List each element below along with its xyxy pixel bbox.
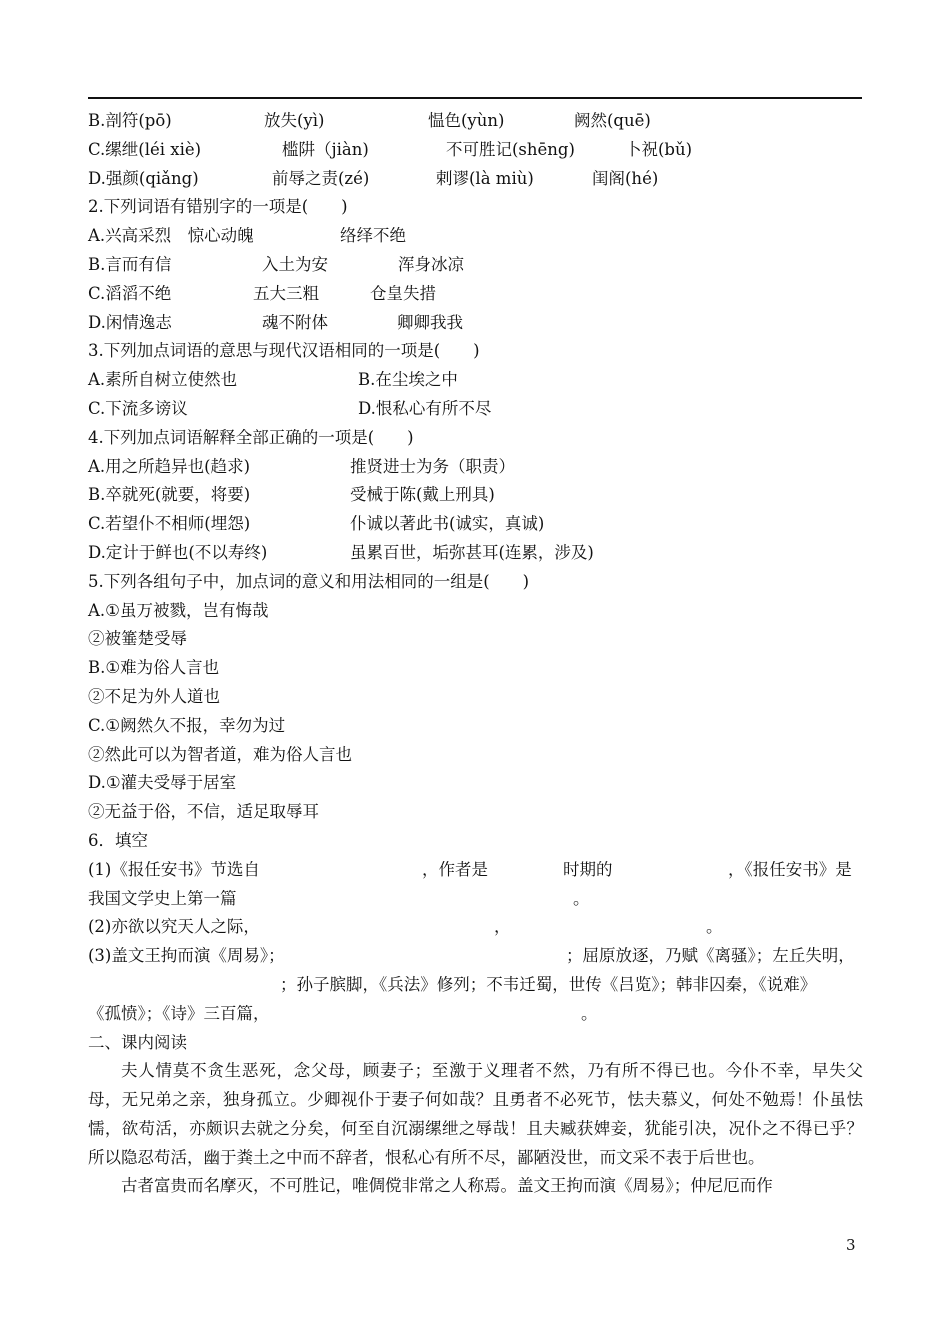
fill-text: 。 bbox=[581, 1003, 598, 1023]
option-item: D.定计于鲜也(不以寿终) bbox=[88, 542, 268, 562]
page-content bbox=[88, 107, 863, 1201]
fill-text: 我国文学史上第一篇 bbox=[88, 888, 237, 908]
option-item: A.用之所趋异也(趋求) bbox=[88, 456, 251, 476]
fill-text: 。 bbox=[573, 888, 590, 908]
fill-text: 时期的 bbox=[563, 859, 613, 879]
option-item: 阙然(quē) bbox=[574, 111, 651, 130]
q3-stem: 3.下列加点词语的意思与现代汉语相同的一项是( ) bbox=[88, 341, 480, 361]
reading-paragraph: 夫人情莫不贪生恶死，念父母，顾妻子；至激于义理者不然，乃有所不得已也。今仆不幸，早失父母，无兄弟之亲，独身孤立。少卿视仆于妻子何如哉？且勇者不必死节，怯夫慕义，何处不勉焉！仆虽怯懦，欲苟活，亦颇识去就之分矣，何至自沉溺缧绁之辱哉！且夫臧获婢妾，犹能引决，况仆之不得已乎？所以隐忍苟活，幽于粪土之中而不辞者，恨私心有所不尽，鄙陋没世，而文采不表于后世也。 bbox=[88, 1061, 863, 1167]
option-item: C.滔滔不绝 bbox=[88, 283, 172, 303]
option-item: 不可胜记(shēng) bbox=[446, 139, 575, 159]
q5-line: D.①灌夫受辱于居室 bbox=[88, 773, 237, 793]
fill-text: 《孤愤》；《诗》三百篇， bbox=[88, 1003, 270, 1023]
fill-text: 。 bbox=[706, 917, 723, 937]
q2-option-b bbox=[88, 251, 863, 280]
q1-option-b bbox=[88, 107, 863, 136]
option-item: 仆诚以著此书(诚实，真诚) bbox=[350, 514, 545, 534]
page-number: 3 bbox=[846, 1236, 856, 1254]
q4-option-d bbox=[88, 539, 863, 568]
section-heading: 二、课内阅读 bbox=[88, 1032, 187, 1052]
fill-text: ，《报任安书》是 bbox=[728, 859, 852, 879]
option-item: 剌谬(là miù) bbox=[436, 168, 534, 188]
q6-fill-line bbox=[88, 913, 863, 942]
option-item: A.兴高采烈 惊心动魄 bbox=[88, 226, 254, 246]
option-item: 闺阁(hé) bbox=[592, 168, 659, 188]
option-item: 愠色(yùn) bbox=[428, 111, 505, 130]
q5-line: ②被箠楚受辱 bbox=[88, 629, 187, 649]
option-item: D.强颜(qiǎng) bbox=[88, 168, 199, 188]
q3-options-row bbox=[88, 366, 863, 395]
q5-line: C.①阙然久不报，幸勿为过 bbox=[88, 715, 286, 735]
option-item: C.下流多谤议 bbox=[88, 398, 188, 418]
q5-stem: 5.下列各组句子中，加点词的意义和用法相同的一组是( ) bbox=[88, 571, 530, 591]
q6-fill-line bbox=[88, 942, 863, 971]
option-item: C.若望仆不相师(埋怨) bbox=[88, 514, 251, 534]
q4-option-a bbox=[88, 453, 863, 482]
q6-fill-line bbox=[88, 885, 863, 914]
option-item: 卜祝(bǔ) bbox=[625, 139, 693, 159]
q2-option-c bbox=[88, 280, 863, 309]
option-item: B.言而有信 bbox=[88, 254, 172, 274]
option-item: 浑身冰凉 bbox=[398, 254, 464, 274]
q4-stem: 4.下列加点词语解释全部正确的一项是( ) bbox=[88, 427, 414, 447]
option-item: 推贤进士为务（职责） bbox=[350, 456, 515, 476]
q6-fill-line bbox=[88, 971, 863, 1000]
fill-text: ，作者是 bbox=[422, 859, 488, 879]
option-item: B.在尘埃之中 bbox=[358, 370, 458, 390]
fill-text: (2)亦欲以究天人之际， bbox=[88, 917, 260, 937]
option-item: 槛阱（jiàn) bbox=[282, 139, 369, 159]
q6-fill-line bbox=[88, 1000, 863, 1029]
q4-option-c bbox=[88, 510, 863, 539]
fill-text: ；孙子膑脚，《兵法》修列；不韦迁蜀，世传《吕览》；韩非囚秦，《说难》 bbox=[280, 974, 817, 994]
q5-line: ②无益于俗，不信，适足取辱耳 bbox=[88, 802, 319, 822]
option-item: C.缧绁(léi xiè) bbox=[88, 139, 202, 159]
option-item: 络绎不绝 bbox=[340, 226, 406, 246]
q2-option-d bbox=[88, 309, 863, 338]
option-item: D.恨私心有所不尽 bbox=[358, 398, 492, 418]
q2-stem: 2.下列词语有错别字的一项是( ) bbox=[88, 197, 348, 217]
option-item: 虽累百世，垢弥甚耳(连累，涉及) bbox=[350, 542, 594, 562]
option-item: 仓皇失措 bbox=[370, 283, 436, 303]
option-item: 魂不附体 bbox=[262, 312, 328, 332]
q5-line: ②不足为外人道也 bbox=[88, 686, 220, 706]
q2-option-a bbox=[88, 222, 863, 251]
header-rule bbox=[88, 97, 862, 99]
q4-option-b bbox=[88, 481, 863, 510]
option-item: 入土为安 bbox=[262, 254, 328, 274]
fill-text: (3)盖文王拘而演《周易》； bbox=[88, 946, 285, 966]
option-item: 前辱之责(zé) bbox=[272, 168, 370, 188]
option-item: 五大三粗 bbox=[253, 283, 319, 303]
q1-option-c bbox=[88, 136, 863, 165]
q5-line: A.①虽万被戮，岂有悔哉 bbox=[88, 600, 269, 620]
q3-options-row bbox=[88, 395, 863, 424]
option-item: B.卒就死(就要，将要) bbox=[88, 485, 251, 505]
reading-paragraph: 古者富贵而名摩灭，不可胜记，唯倜傥非常之人称焉。盖文王拘而演《周易》；仲尼厄而作 bbox=[121, 1176, 773, 1196]
fill-text: ， bbox=[494, 917, 511, 937]
option-item: B.剖符(pō) bbox=[88, 111, 172, 130]
q6-title: 6．填空 bbox=[88, 830, 148, 850]
option-item: 放失(yì) bbox=[264, 111, 325, 130]
q1-option-d bbox=[88, 165, 863, 194]
option-item: 卿卿我我 bbox=[397, 312, 463, 332]
q6-fill-line bbox=[88, 856, 863, 885]
option-item: D.闲情逸志 bbox=[88, 312, 172, 332]
option-item: A.素所自树立使然也 bbox=[88, 370, 238, 390]
option-item: 受械于陈(戴上刑具) bbox=[350, 485, 495, 505]
q5-line: ②然此可以为智者道，难为俗人言也 bbox=[88, 744, 352, 764]
q5-line: B.①难为俗人言也 bbox=[88, 658, 220, 678]
fill-text: ；屈原放逐，乃赋《离骚》；左丘失明， bbox=[566, 946, 855, 966]
fill-text: (1)《报任安书》节选自 bbox=[88, 859, 260, 879]
